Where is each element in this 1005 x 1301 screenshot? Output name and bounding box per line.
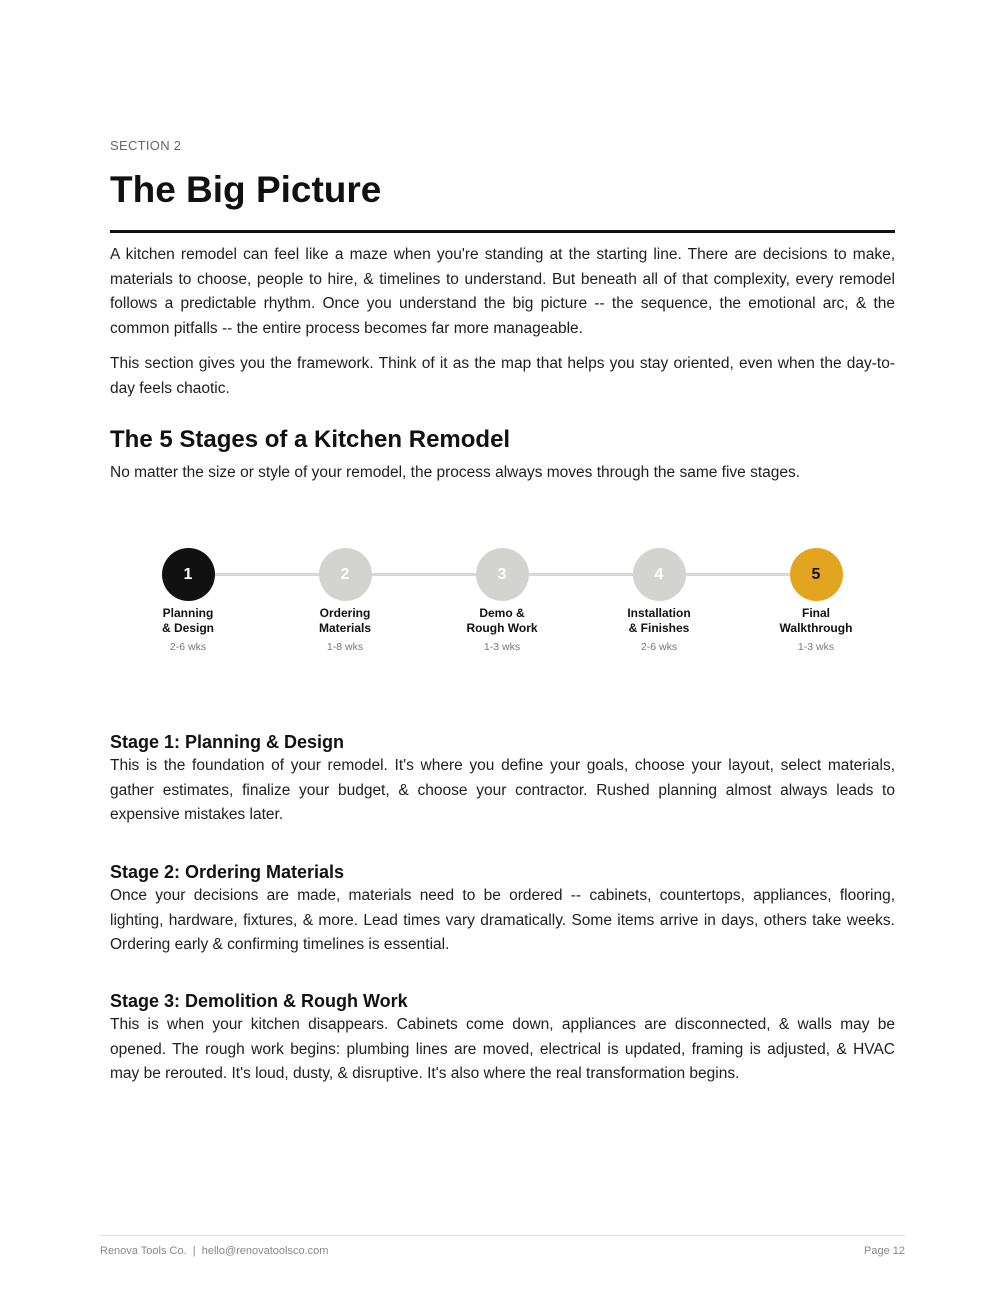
stages-timeline: [110, 548, 895, 658]
stage-duration: 2-6 wks: [640, 641, 678, 653]
timeline-stage-4: [599, 548, 719, 653]
stage-detail-1: [110, 731, 895, 839]
page-number: Page 12: [864, 1245, 905, 1257]
stage-detail-text: Once your decisions are made, materials need to be ordered -- cabinets, countertops, appliances, flooring, lighting, hardware, fixtures, & more. Lead times vary dramatically. Some items arrive in days, others take weeks. Ordering early & confirming timelines is essential.: [110, 887, 895, 954]
stage-label-line: Demo &: [479, 606, 525, 620]
stage-number-badge: 2: [319, 548, 372, 601]
timeline-stage-1: [128, 548, 248, 653]
stage-label-line: & Design: [161, 621, 214, 635]
timeline-stage-2: [285, 548, 405, 653]
stage-detail-heading: Stage 1: Planning & Design: [110, 732, 345, 752]
stage-detail-3: [110, 990, 895, 1098]
stage-label: [442, 606, 562, 636]
stage-label-line: Walkthrough: [779, 621, 853, 635]
stage-label: [285, 606, 405, 636]
stage-duration: 2-6 wks: [169, 641, 207, 653]
stage-label: [128, 606, 248, 636]
stage-detail-text: This is the foundation of your remodel. It's where you define your goals, choose your layout, select materials, gather estimates, finalize your budget, & choose your contractor. Rushed planning almost always leads to expensive mistakes later.: [110, 757, 895, 824]
footer-divider: [100, 1235, 905, 1236]
stage-label-line: Installation: [627, 606, 691, 620]
stage-label-line: Final: [801, 606, 830, 620]
stage-label: [756, 606, 876, 636]
intro-paragraph: This section gives you the framework. Think of it as the map that helps you stay oriented, even when the day-to-day feels chaotic.: [110, 355, 895, 397]
stage-label: [599, 606, 719, 636]
stages-heading: The 5 Stages of a Kitchen Remodel: [110, 426, 511, 453]
stage-duration: 1-3 wks: [483, 641, 521, 653]
intro-text: [110, 243, 895, 413]
stages-subheading: No matter the size or style of your remodel, the process always moves through the same five stages.: [110, 464, 801, 481]
stage-detail-heading: Stage 3: Demolition & Rough Work: [110, 991, 408, 1011]
stage-detail-heading: Stage 2: Ordering Materials: [110, 862, 345, 882]
section-label: SECTION 2: [110, 138, 182, 153]
title-divider: [110, 230, 895, 233]
stage-duration: 1-8 wks: [326, 641, 364, 653]
stage-duration: 1-3 wks: [797, 641, 835, 653]
stage-number-badge: 1: [162, 548, 215, 601]
stage-detail-text: This is when your kitchen disappears. Cabinets come down, appliances are disconnected, & walls may be opened. The rough work begins: plumbing lines are moved, electrical is updated, framing is adjusted, & HVAC may be rerouted. It's loud, dusty, & disruptive. It's also where the real transformation begins.: [110, 1016, 895, 1083]
stage-detail-2: [110, 861, 895, 969]
stage-label-line: Rough Work: [466, 621, 538, 635]
stage-label-line: Planning: [162, 606, 214, 620]
stage-number-badge: 5: [790, 548, 843, 601]
stage-label-line: Ordering: [319, 606, 371, 620]
stage-number-badge: 3: [476, 548, 529, 601]
stage-number-badge: 4: [633, 548, 686, 601]
page-title: The Big Picture: [110, 169, 382, 210]
intro-paragraph: A kitchen remodel can feel like a maze when you're standing at the starting line. There are decisions to make, materials to choose, people to hire, & timelines to understand. But beneath all of that complexity, every remodel follows a predictable rhythm. Once you understand the big picture -- the sequence, the emotional arc, & the common pitfalls -- the entire process becomes far more manageable.: [110, 246, 895, 337]
stage-label-line: & Finishes: [628, 621, 690, 635]
timeline-stage-3: [442, 548, 562, 653]
stage-label-line: Materials: [318, 621, 372, 635]
timeline-stage-5: [756, 548, 876, 653]
footer-company: Renova Tools Co. | hello@renovatoolsco.com: [100, 1245, 329, 1257]
